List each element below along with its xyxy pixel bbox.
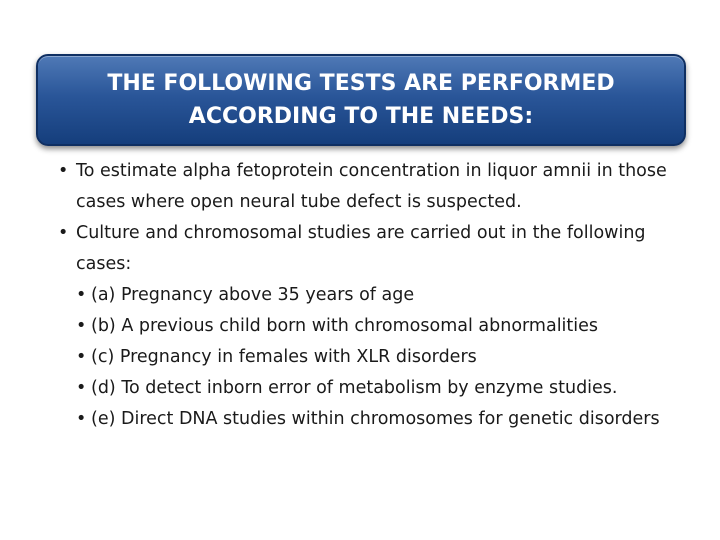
bullet-dot-icon: • <box>76 316 87 336</box>
sub-bullet-text: (d) To detect inborn error of metabolism by enzyme studies. <box>91 378 618 398</box>
bullet-text: To estimate alpha fetoprotein concentration in liquor amnii in those cases where open neural tube defect is suspected. <box>76 161 667 212</box>
bullet-dot-icon: • <box>58 161 69 181</box>
sub-bullet-text: (e) Direct DNA studies within chromosomes for genetic disorders <box>91 409 660 429</box>
bullet-item <box>58 218 698 280</box>
sub-bullet-item <box>58 280 698 311</box>
sub-bullet-item <box>58 404 698 435</box>
bullet-dot-icon: • <box>76 285 87 305</box>
bullet-dot-icon: • <box>76 409 87 429</box>
sub-bullet-text: (a) Pregnancy above 35 years of age <box>91 285 415 305</box>
sub-bullet-item <box>58 373 698 404</box>
bullet-dot-icon: • <box>76 378 87 398</box>
sub-bullet-item <box>58 311 698 342</box>
title-line-1: THE FOLLOWING TESTS ARE PERFORMED <box>107 71 615 96</box>
title-banner <box>36 54 686 146</box>
sub-bullet-text: (c) Pregnancy in females with XLR disorders <box>91 347 477 367</box>
slide-title <box>81 67 641 133</box>
bullet-item <box>58 156 698 218</box>
bullet-dot-icon: • <box>58 223 69 243</box>
sub-bullet-item <box>58 342 698 373</box>
title-line-2: ACCORDING TO THE NEEDS: <box>188 104 534 129</box>
bullet-text: Culture and chromosomal studies are carried out in the following cases: <box>76 223 646 274</box>
sub-bullet-text: (b) A previous child born with chromosomal abnormalities <box>91 316 599 336</box>
bullet-list <box>58 156 698 435</box>
bullet-dot-icon: • <box>76 347 87 367</box>
